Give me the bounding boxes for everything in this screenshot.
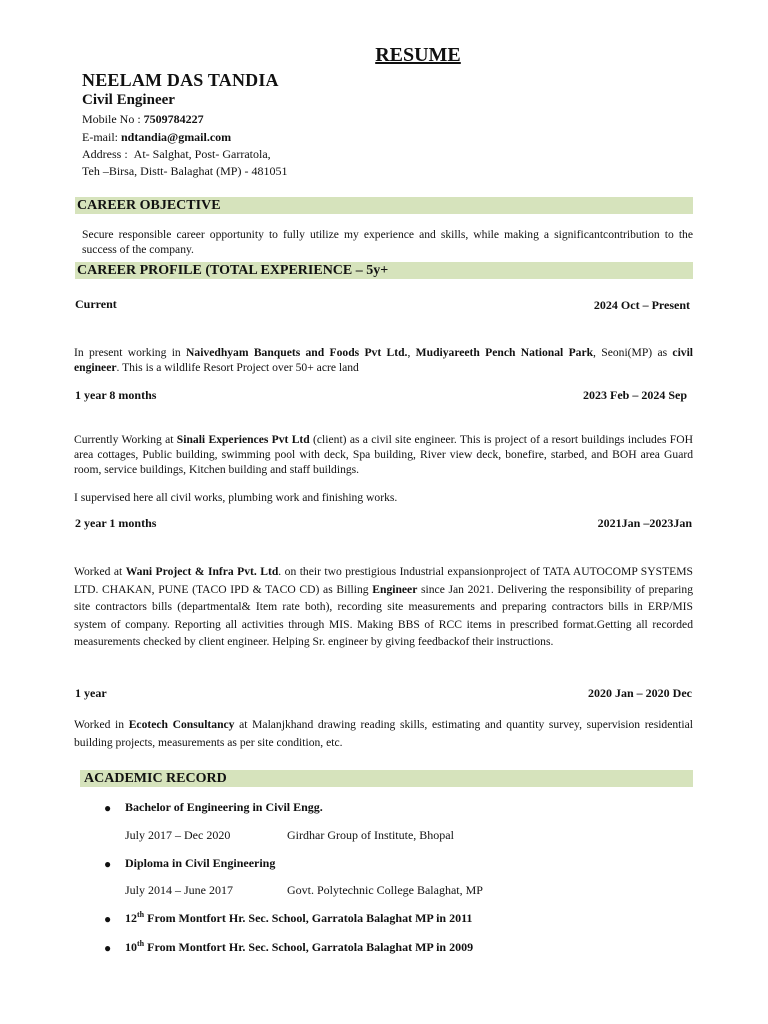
entry-4-text-1: Worked in [74,718,129,731]
academic-item-2-title: Diploma in Civil Engineering [125,856,276,870]
career-objective-heading: CAREER OBJECTIVE [75,197,693,214]
academic-item-3-sup: th [137,910,145,919]
bullet-1: ● [104,801,112,815]
entry-1-location: Mudiyareeth Pench National Park [415,346,594,359]
entry-1-position: civil engineer [74,346,694,374]
academic-item-2-dates: July 2014 – June 2017 [125,883,233,897]
entry-3-text-2: . on their two prestigious Industrial expansionproject of TATA AUTOCOMP SYSTEMS LTD. CHAKAN, PUNE (TACO IPD & TACO CD) as Billing [74,565,693,596]
entry-3-position: Engineer [372,582,418,596]
address-line-2: Teh –Birsa, Distt- Balaghat (MP) - 481051 [82,164,288,178]
candidate-name: NEELAM DAS TANDIA [82,70,279,90]
entry-3-duration: 2 year 1 months [75,516,157,530]
academic-item-3-rest: From Montfort Hr. Sec. School, Garratola Balaghat MP in 2011 [144,911,473,925]
entry-4-period: 2020 Jan – 2020 Dec [588,686,692,700]
entry-1-duration: Current [75,297,117,311]
resume-title: RESUME [375,44,461,66]
entry-1-company: Naivedhyam Banquets and Foods Pvt Ltd. [186,346,408,359]
mobile-label: Mobile No : [82,112,144,126]
entry-1-text-1: In present working in [74,346,187,359]
career-objective-text: Secure responsible career opportunity to fully utilize my experience and skills, while making a significantcontribution to the success of the company. [82,228,693,256]
entry-2-text-1: Currently Working at [74,433,177,446]
bullet-2: ● [104,857,112,871]
bullet-4: ● [104,941,112,955]
academic-item-3-num: 12 [125,911,137,925]
academic-item-4-num: 10 [125,940,137,954]
bullet-3: ● [104,912,112,926]
entry-3-company: Wani Project & Infra Pvt. Ltd [125,565,279,578]
entry-2-description [74,432,693,477]
email-label: E-mail: [82,130,121,144]
academic-item-4-rest: From Montfort Hr. Sec. School, Garratola Balaghat MP in 2009 [144,940,474,954]
email-line [82,130,231,145]
entry-4-description [74,716,693,751]
entry-1-description [74,345,693,375]
entry-1-text-3: , Seoni(MP) as [593,346,673,359]
academic-item-3 [125,910,472,926]
candidate-role: Civil Engineer [82,92,175,108]
academic-item-2-institute: Govt. Polytechnic College Balaghat, MP [287,883,483,897]
email-address: ndtandia@gmail.com [121,130,232,144]
entry-4-text-2: at Malanjkhand drawing reading skills, estimating and quantity survey, supervision residential building projects, measurements as per site condition, etc. [74,718,693,749]
entry-3-description [74,563,693,651]
address-text-1: At- Salghat, Post- Garratola, [133,147,271,161]
career-profile-heading: CAREER PROFILE (TOTAL EXPERIENCE – 5y+ [75,262,693,279]
entry-3-text-3: since Jan 2021. Delivering the responsibility of preparing site contractors bills (departmental& Item rate both), recording site measurements and preparing contractors bills in ERP/MIS system of company. Reporting all activities through MIS. Making BBS of RCC items in prescribed format.Getting all recorded measurements checked by client engineer. Helping Sr. engineer by giving feedbackof their instructions. [74,582,693,648]
entry-1-text-2: , [407,346,416,359]
academic-item-4-sup: th [137,939,145,948]
entry-2-period: 2023 Feb – 2024 Sep [582,388,687,402]
academic-record-heading: ACADEMIC RECORD [80,770,693,787]
academic-item-4 [125,939,473,955]
academic-item-1-dates: July 2017 – Dec 2020 [125,828,231,842]
entry-2-duration: 1 year 8 months [75,388,157,402]
entry-2-text-2: (client) as a civil site engineer. This is project of a resort buildings includes FOH area cottages, Public building, swimming pool with deck, Spa building, River view deck, bonefire, starbed, and BOH area Guard room, service buildings, Kitchen building and staff buildings. [74,433,693,476]
entry-4-duration: 1 year [75,686,107,700]
academic-item-1-institute: Girdhar Group of Institute, Bhopal [287,828,454,842]
entry-1-text-4: . This is a wildlife Resort Project over 50+ acre land [116,361,359,374]
entry-4-company: Ecotech Consultancy [128,718,235,731]
entry-2-extra: I supervised here all civil works, plumbing work and finishing works. [74,491,398,504]
address-label: Address : [82,147,131,161]
entry-1-period: 2024 Oct – Present [593,298,690,312]
address-line-1 [82,147,271,162]
entry-3-period: 2021Jan –2023Jan [597,516,692,530]
entry-2-company: Sinali Experiences Pvt Ltd [176,433,310,446]
entry-3-text-1: Worked at [74,565,126,578]
academic-item-1-title: Bachelor of Engineering in Civil Engg. [125,800,323,814]
mobile-line [82,112,204,127]
mobile-number: 7509784227 [143,112,204,126]
